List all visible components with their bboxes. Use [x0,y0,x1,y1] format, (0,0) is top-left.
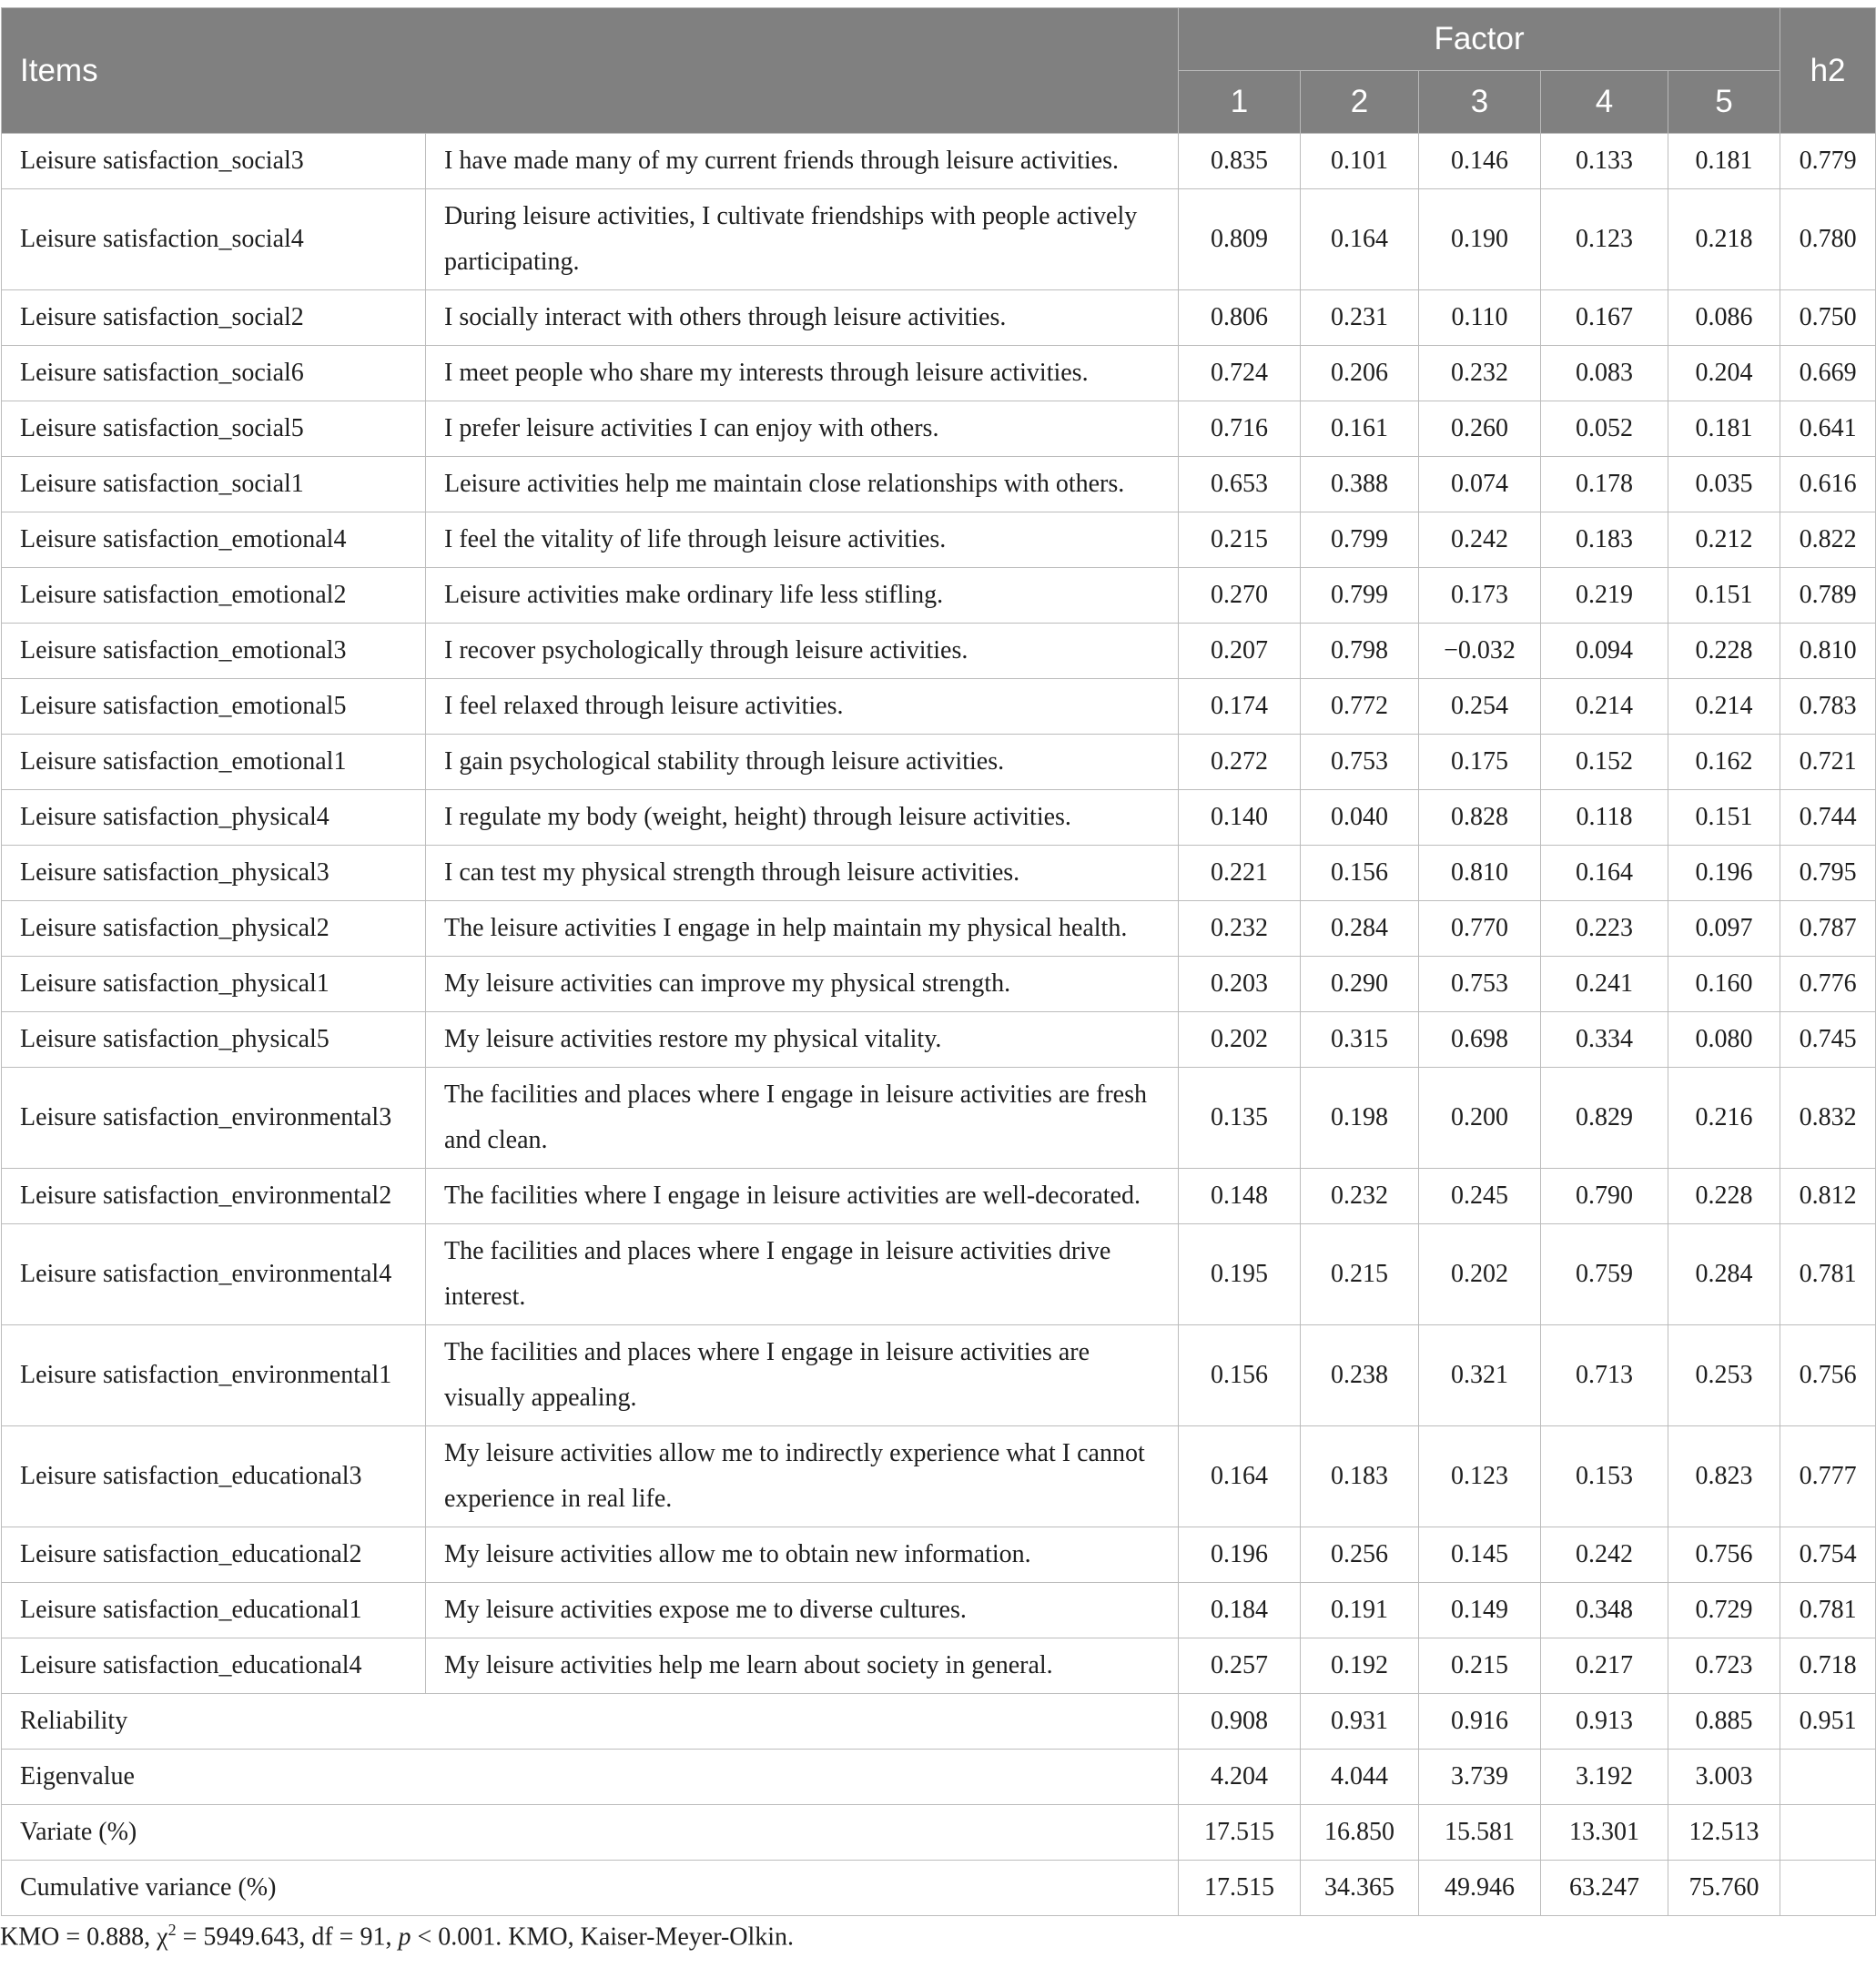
item-name: Leisure satisfaction_educational4 [2,1638,426,1694]
item-name: Leisure satisfaction_social1 [2,457,426,512]
factor-3-loading: 0.810 [1419,846,1541,901]
footnote-stats: = 5949.643, df = 91, [176,1922,399,1952]
item-name: Leisure satisfaction_emotional2 [2,568,426,624]
item-name: Leisure satisfaction_environmental3 [2,1068,426,1169]
factor-4-loading: 0.241 [1541,957,1668,1012]
summary-factor-5-value: 75.760 [1668,1861,1780,1916]
summary-h2-value [1780,1750,1876,1805]
table-row [2,1012,1876,1068]
h2-value: 0.754 [1780,1527,1876,1583]
factor-5-loading: 0.181 [1668,401,1780,457]
factor-4-loading: 0.167 [1541,290,1668,346]
item-description: The facilities and places where I engage in leisure activities drive interest. [426,1224,1179,1325]
factor-5-loading: 0.823 [1668,1426,1780,1527]
factor-4-loading: 0.223 [1541,901,1668,957]
factor-3-loading: 0.698 [1419,1012,1541,1068]
summary-h2-value [1780,1805,1876,1861]
table-row [2,134,1876,189]
factor-4-loading: 0.153 [1541,1426,1668,1527]
factor-1-loading: 0.221 [1179,846,1301,901]
factor-3-loading: 0.074 [1419,457,1541,512]
factor-1-loading: 0.202 [1179,1012,1301,1068]
factor-1-loading: 0.215 [1179,512,1301,568]
summary-factor-4-value: 13.301 [1541,1805,1668,1861]
factor-5-loading: 0.097 [1668,901,1780,957]
factor-1-loading: 0.203 [1179,957,1301,1012]
factor-3-loading: 0.242 [1419,512,1541,568]
summary-factor-3-value: 15.581 [1419,1805,1541,1861]
table-row [2,1527,1876,1583]
table-row [2,290,1876,346]
item-name: Leisure satisfaction_social2 [2,290,426,346]
item-description: My leisure activities expose me to diverse cultures. [426,1583,1179,1638]
table-row [2,346,1876,401]
h2-value: 0.641 [1780,401,1876,457]
factor-3-loading: 0.202 [1419,1224,1541,1325]
summary-row [2,1694,1876,1750]
factor-3-loading: 0.200 [1419,1068,1541,1169]
factor-5-loading: 0.214 [1668,679,1780,735]
item-name: Leisure satisfaction_environmental1 [2,1325,426,1426]
summary-factor-4-value: 0.913 [1541,1694,1668,1750]
factor-2-loading: 0.231 [1301,290,1419,346]
summary-factor-1-value: 0.908 [1179,1694,1301,1750]
factor-3-loading: 0.260 [1419,401,1541,457]
h2-value: 0.718 [1780,1638,1876,1694]
factor-5-loading: 0.228 [1668,624,1780,679]
factor-1-loading: 0.835 [1179,134,1301,189]
factor-4-loading: 0.164 [1541,846,1668,901]
item-name: Leisure satisfaction_emotional5 [2,679,426,735]
factor-3-loading: 0.245 [1419,1169,1541,1224]
factor-2-loading: 0.232 [1301,1169,1419,1224]
factor-1-loading: 0.272 [1179,735,1301,790]
h2-header: h2 [1780,8,1876,134]
factor-2-loading: 0.290 [1301,957,1419,1012]
factor-1-loading: 0.195 [1179,1224,1301,1325]
factor-3-loading: 0.215 [1419,1638,1541,1694]
item-description: I feel relaxed through leisure activities. [426,679,1179,735]
factor-2-loading: 0.753 [1301,735,1419,790]
item-name: Leisure satisfaction_physical1 [2,957,426,1012]
summary-factor-4-value: 63.247 [1541,1861,1668,1916]
factor-2-loading: 0.388 [1301,457,1419,512]
h2-value: 0.789 [1780,568,1876,624]
factor-3-loading: 0.173 [1419,568,1541,624]
factor-3-loading: 0.232 [1419,346,1541,401]
factor-1-loading: 0.806 [1179,290,1301,346]
table-row [2,512,1876,568]
summary-factor-1-value: 4.204 [1179,1750,1301,1805]
table-row [2,1583,1876,1638]
factor-5-loading: 0.035 [1668,457,1780,512]
factor-2-loading: 0.798 [1301,624,1419,679]
factor-2-loading: 0.192 [1301,1638,1419,1694]
factor-5-loading: 0.162 [1668,735,1780,790]
factor-1-loading: 0.140 [1179,790,1301,846]
item-name: Leisure satisfaction_educational2 [2,1527,426,1583]
summary-row [2,1750,1876,1805]
factor-5-loading: 0.284 [1668,1224,1780,1325]
summary-factor-2-value: 16.850 [1301,1805,1419,1861]
factor-5-loading: 0.204 [1668,346,1780,401]
item-description: I recover psychologically through leisure activities. [426,624,1179,679]
factor-3-loading: −0.032 [1419,624,1541,679]
h2-value: 0.795 [1780,846,1876,901]
item-description: I can test my physical strength through leisure activities. [426,846,1179,901]
factor-3-loading: 0.753 [1419,957,1541,1012]
factor-1-loading: 0.148 [1179,1169,1301,1224]
factor-4-loading: 0.123 [1541,189,1668,290]
factor-5-loading: 0.212 [1668,512,1780,568]
item-name: Leisure satisfaction_social3 [2,134,426,189]
factor-4-loading: 0.334 [1541,1012,1668,1068]
h2-value: 0.616 [1780,457,1876,512]
factor-4-loading: 0.713 [1541,1325,1668,1426]
item-name: Leisure satisfaction_physical4 [2,790,426,846]
h2-value: 0.745 [1780,1012,1876,1068]
table-body [2,134,1876,1916]
h2-value: 0.781 [1780,1583,1876,1638]
table-row [2,846,1876,901]
table-row [2,401,1876,457]
factor-2-loading: 0.161 [1301,401,1419,457]
table-row [2,790,1876,846]
item-name: Leisure satisfaction_physical2 [2,901,426,957]
table-row [2,1068,1876,1169]
items-header: Items [2,8,1179,134]
item-name: Leisure satisfaction_social4 [2,189,426,290]
item-name: Leisure satisfaction_environmental2 [2,1169,426,1224]
footnote-superscript: 2 [167,1921,177,1939]
item-description: The facilities where I engage in leisure activities are well-decorated. [426,1169,1179,1224]
factor-2-loading: 0.040 [1301,790,1419,846]
factor-4-loading: 0.217 [1541,1638,1668,1694]
factor-3-loading: 0.123 [1419,1426,1541,1527]
summary-h2-value [1780,1861,1876,1916]
factor-4-loading: 0.829 [1541,1068,1668,1169]
item-name: Leisure satisfaction_physical3 [2,846,426,901]
factor-4-loading: 0.083 [1541,346,1668,401]
item-description: Leisure activities help me maintain close relationships with others. [426,457,1179,512]
item-description: My leisure activities help me learn about society in general. [426,1638,1179,1694]
summary-factor-1-value: 17.515 [1179,1805,1301,1861]
factor-3-loading: 0.175 [1419,735,1541,790]
factor-1-loading: 0.653 [1179,457,1301,512]
summary-factor-5-value: 3.003 [1668,1750,1780,1805]
item-name: Leisure satisfaction_environmental4 [2,1224,426,1325]
summary-factor-4-value: 3.192 [1541,1750,1668,1805]
factor-5-loading: 0.228 [1668,1169,1780,1224]
h2-value: 0.744 [1780,790,1876,846]
factor-4-loading: 0.759 [1541,1224,1668,1325]
factor-4-loading: 0.219 [1541,568,1668,624]
factor-1-header: 1 [1179,71,1301,134]
factor-1-loading: 0.174 [1179,679,1301,735]
summary-row [2,1805,1876,1861]
h2-value: 0.832 [1780,1068,1876,1169]
table-row [2,901,1876,957]
h2-value: 0.783 [1780,679,1876,735]
table-row [2,735,1876,790]
item-name: Leisure satisfaction_emotional1 [2,735,426,790]
factor-4-header: 4 [1541,71,1668,134]
table-footnote [0,1921,794,1952]
factor-3-loading: 0.770 [1419,901,1541,957]
factor-1-loading: 0.232 [1179,901,1301,957]
factor-2-loading: 0.772 [1301,679,1419,735]
h2-value: 0.822 [1780,512,1876,568]
factor-5-loading: 0.160 [1668,957,1780,1012]
factor-2-header: 2 [1301,71,1419,134]
table-row [2,624,1876,679]
factor-2-loading: 0.101 [1301,134,1419,189]
summary-factor-3-value: 0.916 [1419,1694,1541,1750]
factor-2-loading: 0.156 [1301,846,1419,901]
table-row [2,1638,1876,1694]
table-row [2,568,1876,624]
item-description: I regulate my body (weight, height) through leisure activities. [426,790,1179,846]
factor-4-loading: 0.178 [1541,457,1668,512]
factor-4-loading: 0.133 [1541,134,1668,189]
item-name: Leisure satisfaction_educational1 [2,1583,426,1638]
h2-value: 0.669 [1780,346,1876,401]
h2-value: 0.721 [1780,735,1876,790]
summary-label: Variate (%) [2,1805,1179,1861]
table-row [2,189,1876,290]
summary-factor-5-value: 0.885 [1668,1694,1780,1750]
summary-h2-value: 0.951 [1780,1694,1876,1750]
factor-1-loading: 0.196 [1179,1527,1301,1583]
summary-factor-5-value: 12.513 [1668,1805,1780,1861]
table-row [2,679,1876,735]
item-name: Leisure satisfaction_educational3 [2,1426,426,1527]
footnote-tail: < 0.001. KMO, Kaiser-Meyer-Olkin. [411,1922,795,1952]
table-row [2,1426,1876,1527]
summary-factor-2-value: 0.931 [1301,1694,1419,1750]
factor-1-loading: 0.184 [1179,1583,1301,1638]
factor-5-loading: 0.151 [1668,790,1780,846]
factor-2-loading: 0.799 [1301,512,1419,568]
factor-3-header: 3 [1419,71,1541,134]
factor-5-loading: 0.181 [1668,134,1780,189]
item-description: My leisure activities allow me to obtain new information. [426,1527,1179,1583]
summary-factor-3-value: 3.739 [1419,1750,1541,1805]
factor-2-loading: 0.198 [1301,1068,1419,1169]
summary-factor-2-value: 34.365 [1301,1861,1419,1916]
factor-4-loading: 0.214 [1541,679,1668,735]
factor-2-loading: 0.315 [1301,1012,1419,1068]
factor-2-loading: 0.206 [1301,346,1419,401]
factor-2-loading: 0.183 [1301,1426,1419,1527]
h2-value: 0.776 [1780,957,1876,1012]
item-description: My leisure activities allow me to indirectly experience what I cannot experience in real life. [426,1426,1179,1527]
summary-label: Cumulative variance (%) [2,1861,1179,1916]
factor-5-loading: 0.729 [1668,1583,1780,1638]
table-row [2,1224,1876,1325]
item-name: Leisure satisfaction_emotional3 [2,624,426,679]
item-name: Leisure satisfaction_physical5 [2,1012,426,1068]
item-description: My leisure activities restore my physical vitality. [426,1012,1179,1068]
table-row [2,457,1876,512]
factor-1-loading: 0.257 [1179,1638,1301,1694]
factor-2-loading: 0.256 [1301,1527,1419,1583]
factor-4-loading: 0.152 [1541,735,1668,790]
factor-header: Factor [1179,8,1780,71]
item-name: Leisure satisfaction_social5 [2,401,426,457]
table-row [2,1325,1876,1426]
factor-1-loading: 0.716 [1179,401,1301,457]
summary-label: Reliability [2,1694,1179,1750]
factor-analysis-table [1,7,1876,1916]
item-description: The facilities and places where I engage in leisure activities are visually appealing. [426,1325,1179,1426]
factor-3-loading: 0.828 [1419,790,1541,846]
factor-1-loading: 0.809 [1179,189,1301,290]
summary-factor-2-value: 4.044 [1301,1750,1419,1805]
factor-3-loading: 0.321 [1419,1325,1541,1426]
factor-1-loading: 0.156 [1179,1325,1301,1426]
footnote-p: p [398,1922,411,1952]
factor-2-loading: 0.284 [1301,901,1419,957]
factor-5-loading: 0.723 [1668,1638,1780,1694]
factor-4-loading: 0.094 [1541,624,1668,679]
factor-1-loading: 0.270 [1179,568,1301,624]
h2-value: 0.779 [1780,134,1876,189]
table-row [2,1169,1876,1224]
factor-4-loading: 0.242 [1541,1527,1668,1583]
table-container [0,7,1876,1916]
item-description: My leisure activities can improve my physical strength. [426,957,1179,1012]
factor-5-loading: 0.196 [1668,846,1780,901]
factor-4-loading: 0.118 [1541,790,1668,846]
item-description: I have made many of my current friends through leisure activities. [426,134,1179,189]
factor-5-loading: 0.080 [1668,1012,1780,1068]
factor-2-loading: 0.799 [1301,568,1419,624]
factor-4-loading: 0.790 [1541,1169,1668,1224]
factor-1-loading: 0.164 [1179,1426,1301,1527]
item-description: I feel the vitality of life through leisure activities. [426,512,1179,568]
item-description: I meet people who share my interests through leisure activities. [426,346,1179,401]
factor-5-loading: 0.253 [1668,1325,1780,1426]
factor-2-loading: 0.215 [1301,1224,1419,1325]
factor-1-loading: 0.207 [1179,624,1301,679]
summary-factor-3-value: 49.946 [1419,1861,1541,1916]
factor-5-loading: 0.086 [1668,290,1780,346]
factor-3-loading: 0.146 [1419,134,1541,189]
factor-2-loading: 0.191 [1301,1583,1419,1638]
h2-value: 0.787 [1780,901,1876,957]
factor-3-loading: 0.149 [1419,1583,1541,1638]
item-description: I prefer leisure activities I can enjoy with others. [426,401,1179,457]
factor-4-loading: 0.348 [1541,1583,1668,1638]
h2-value: 0.781 [1780,1224,1876,1325]
factor-3-loading: 0.190 [1419,189,1541,290]
item-description: During leisure activities, I cultivate friendships with people actively participating. [426,189,1179,290]
item-name: Leisure satisfaction_social6 [2,346,426,401]
summary-row [2,1861,1876,1916]
factor-1-loading: 0.724 [1179,346,1301,401]
summary-label: Eigenvalue [2,1750,1179,1805]
h2-value: 0.780 [1780,189,1876,290]
table-row [2,957,1876,1012]
h2-value: 0.777 [1780,1426,1876,1527]
factor-4-loading: 0.052 [1541,401,1668,457]
factor-5-loading: 0.756 [1668,1527,1780,1583]
factor-2-loading: 0.238 [1301,1325,1419,1426]
h2-value: 0.810 [1780,624,1876,679]
factor-4-loading: 0.183 [1541,512,1668,568]
factor-3-loading: 0.254 [1419,679,1541,735]
factor-5-loading: 0.216 [1668,1068,1780,1169]
factor-3-loading: 0.145 [1419,1527,1541,1583]
item-description: Leisure activities make ordinary life less stifling. [426,568,1179,624]
item-name: Leisure satisfaction_emotional4 [2,512,426,568]
factor-1-loading: 0.135 [1179,1068,1301,1169]
item-description: I gain psychological stability through leisure activities. [426,735,1179,790]
factor-2-loading: 0.164 [1301,189,1419,290]
factor-5-loading: 0.151 [1668,568,1780,624]
footnote-kmo: KMO = 0.888, χ [0,1922,168,1952]
h2-value: 0.756 [1780,1325,1876,1426]
item-description: I socially interact with others through leisure activities. [426,290,1179,346]
factor-3-loading: 0.110 [1419,290,1541,346]
summary-factor-1-value: 17.515 [1179,1861,1301,1916]
h2-value: 0.750 [1780,290,1876,346]
item-description: The facilities and places where I engage in leisure activities are fresh and clean. [426,1068,1179,1169]
h2-value: 0.812 [1780,1169,1876,1224]
factor-5-loading: 0.218 [1668,189,1780,290]
factor-5-header: 5 [1668,71,1780,134]
item-description: The leisure activities I engage in help maintain my physical health. [426,901,1179,957]
